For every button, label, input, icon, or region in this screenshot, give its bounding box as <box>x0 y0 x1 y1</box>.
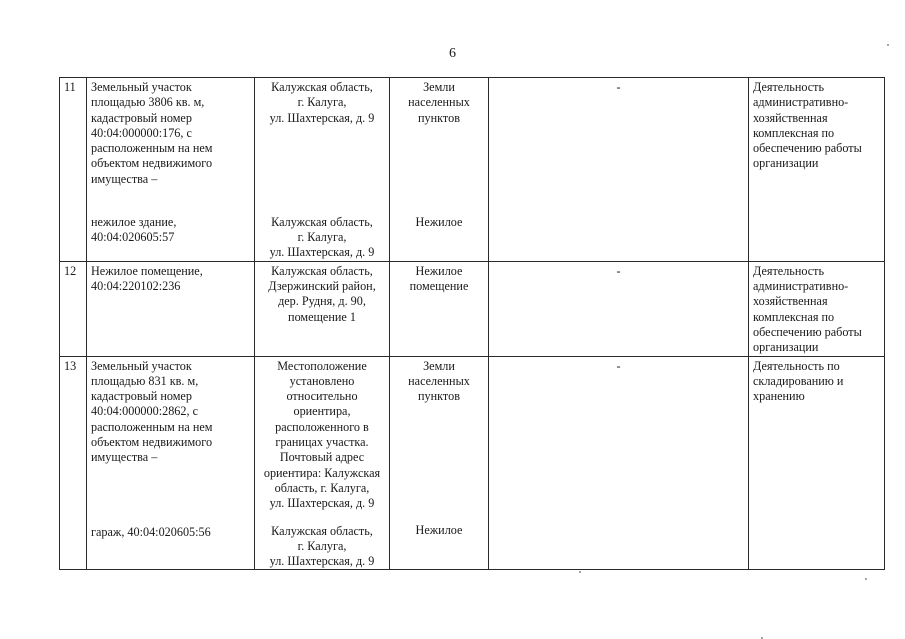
address-sub-line: Калужская область, <box>271 523 373 538</box>
address-line: дер. Рудня, д. 90, <box>278 294 366 309</box>
address-line: область, г. Калуга, <box>274 480 370 495</box>
address-sub-line: г. Калуга, <box>297 230 347 245</box>
object-sub-line: нежилое здание, <box>91 215 177 230</box>
address-line: установлено <box>289 373 355 388</box>
purpose-line: комплексная по <box>753 125 835 140</box>
object-line: площадью 3806 кв. м, <box>91 95 205 110</box>
row-number: 13 <box>60 356 87 570</box>
purpose-line: организации <box>753 156 819 171</box>
purpose-line: обеспечению работы <box>753 324 862 339</box>
address-line: ул. Шахтерская, д. 9 <box>269 110 375 125</box>
purpose-line: Деятельность по <box>753 358 840 373</box>
purpose-line: Деятельность <box>753 263 825 278</box>
purpose-line: организации <box>753 340 819 355</box>
category-line: населенных <box>408 373 470 388</box>
object-line: расположенным на нем <box>91 419 213 434</box>
category-line: населенных <box>408 95 470 110</box>
address-line: Дзержинский район, <box>268 279 376 294</box>
purpose-line: административно- <box>753 279 849 294</box>
category-line: Земли <box>423 358 455 373</box>
object-cell <box>87 261 255 356</box>
object-line: площадью 831 кв. м, <box>91 373 199 388</box>
scan-speck <box>865 578 867 580</box>
address-line: ул. Шахтерская, д. 9 <box>269 496 375 511</box>
address-sub-line: ул. Шахтерская, д. 9 <box>269 245 375 260</box>
address-cell <box>255 261 390 356</box>
object-line: 40:04:220102:236 <box>91 279 181 294</box>
purpose-line: хозяйственная <box>753 294 828 309</box>
table-row <box>60 356 885 570</box>
row-number: 12 <box>60 261 87 356</box>
category-sub-line: Нежилое <box>415 523 463 538</box>
object-line: 40:04:000000:176, с <box>91 125 192 140</box>
purpose-line: хранению <box>753 389 805 404</box>
object-sub-line: гараж, 40:04:020605:56 <box>91 524 211 539</box>
category-cell <box>390 78 489 262</box>
object-line: Земельный участок <box>91 80 192 94</box>
purpose-line: Деятельность <box>753 80 825 94</box>
address-line: расположенного в <box>275 419 369 434</box>
encumbrance-cell: - <box>489 261 749 356</box>
address-sub-line: ул. Шахтерская, д. 9 <box>269 554 375 569</box>
address-line: ориентира, <box>293 404 351 419</box>
address-line: границах участка. <box>275 435 369 450</box>
object-sub-line: 40:04:020605:57 <box>91 230 175 245</box>
category-sub-line: Нежилое <box>415 214 463 229</box>
purpose-cell <box>749 356 885 570</box>
row-number: 11 <box>60 78 87 262</box>
object-line: расположенным на нем <box>91 141 213 156</box>
address-sub-line: г. Калуга, <box>297 538 347 553</box>
address-cell <box>255 78 390 262</box>
encumbrance-cell: - <box>489 356 749 570</box>
purpose-line: комплексная по <box>753 309 835 324</box>
object-line: имущества – <box>91 171 158 186</box>
address-line: Местоположение <box>277 358 367 373</box>
scan-speck <box>579 571 581 573</box>
purpose-cell <box>749 261 885 356</box>
table-row <box>60 261 885 356</box>
encumbrance-cell: - <box>489 78 749 262</box>
object-line: Нежилое помещение, <box>91 263 203 278</box>
address-line: ориентира: Калужская <box>263 465 381 480</box>
table-row <box>60 78 885 262</box>
object-line: кадастровый номер <box>91 389 192 404</box>
property-table <box>59 77 885 570</box>
category-line: Нежилое <box>415 263 463 278</box>
address-line: Калужская область, <box>271 80 373 94</box>
category-cell <box>390 261 489 356</box>
purpose-line: хозяйственная <box>753 110 828 125</box>
address-line: Калужская область, <box>271 263 373 278</box>
object-cell <box>87 356 255 570</box>
purpose-line: административно- <box>753 95 849 110</box>
address-sub-line: Калужская область, <box>271 214 373 229</box>
category-cell <box>390 356 489 570</box>
object-line: имущества – <box>91 450 158 465</box>
address-line: помещение 1 <box>288 309 356 324</box>
page-number: 6 <box>449 46 456 61</box>
object-line: кадастровый номер <box>91 110 192 125</box>
object-cell <box>87 78 255 262</box>
category-line: пунктов <box>418 110 460 125</box>
object-line: 40:04:000000:2862, с <box>91 404 198 419</box>
purpose-cell <box>749 78 885 262</box>
scan-speck <box>887 44 889 46</box>
object-line: Земельный участок <box>91 358 192 373</box>
address-cell <box>255 356 390 570</box>
category-line: пунктов <box>418 389 460 404</box>
object-line: объектом недвижимого <box>91 435 213 450</box>
address-line: относительно <box>286 389 358 404</box>
category-line: помещение <box>409 279 469 294</box>
category-line: Земли <box>423 80 455 94</box>
object-line: объектом недвижимого <box>91 156 213 171</box>
purpose-line: складированию и <box>753 373 844 388</box>
address-line: г. Калуга, <box>297 95 347 110</box>
address-line: Почтовый адрес <box>279 450 365 465</box>
purpose-line: обеспечению работы <box>753 141 862 156</box>
